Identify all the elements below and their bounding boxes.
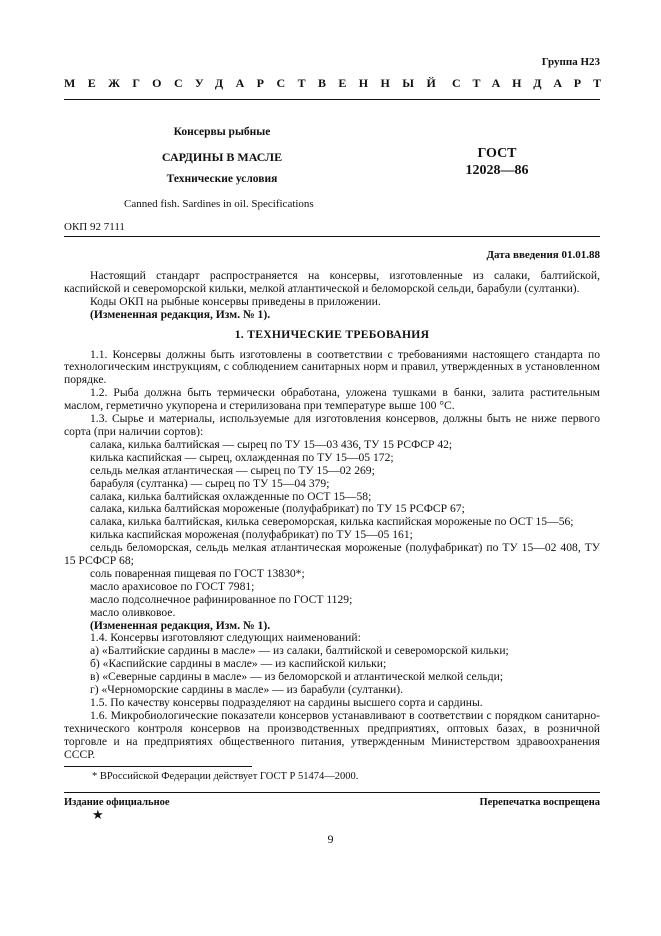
name-item: а) «Балтийские сардины в масле» — из салаки, балтийской и североморской кильки;	[90, 644, 509, 658]
material-item: барабуля (султанка) — сырец по ТУ 15—04 379;	[90, 476, 330, 490]
material-item: масло подсолнечное рафинированное по ГОСТ 1129;	[90, 592, 353, 606]
intro-okp-note: Коды ОКП на рыбные консервы приведены в приложении.	[90, 294, 381, 308]
paragraph-1-6: 1.6. Микробиологические показатели консервов устанавливают в соответствии с порядком санитарно-технического контроля консервов на производственных предприятиях, оптовых базах, в розничной торговле и на предприятиях общественного питания, утвержденным Министерством здравоохранения СССР.	[64, 708, 600, 761]
official-edition: Издание официальное	[64, 797, 170, 808]
material-item: масло оливковое.	[90, 605, 176, 619]
okp-code: ОКП 92 7111	[64, 221, 125, 233]
group-code: Группа Н23	[541, 56, 600, 68]
english-title: Canned fish. Sardines in oil. Specifications	[124, 198, 314, 210]
material-item: соль поваренная пищевая по ГОСТ 13830*;	[90, 566, 305, 580]
intro-amendment: (Измененная редакция, Изм. № 1).	[90, 307, 271, 321]
section-1-amendment: (Измененная редакция, Изм. № 1).	[90, 618, 271, 632]
intro-paragraph: Настоящий стандарт распространяется на консервы, изготовленные из салаки, балтийской, каспийской и североморской кильки, мелкой атлантической и беломорской сельди, барабули (султанки).	[64, 269, 600, 295]
header-rule	[64, 99, 600, 100]
reprint-prohibited: Перепечатка воспрещена	[479, 797, 600, 808]
material-item: сельдь беломорская, сельдь мелкая атлантическая мороженые (полуфабрикат) по ТУ 15—02 408, ТУ 15 РСФСР 68;	[64, 541, 600, 568]
star-icon: ★	[92, 808, 104, 823]
page-number: 9	[327, 832, 334, 846]
title-line-1: Консервы рыбные	[173, 126, 271, 138]
name-item: в) «Северные сардины в масле» — из беломорской и атлантической мелкой сельди;	[90, 670, 504, 684]
paragraph-1-3: 1.3. Сырье и материалы, используемые для изготовления консервов, должны быть не ниже первого сорта (при наличии сортов):	[64, 412, 600, 438]
material-item: салака, килька балтийская, килька североморская, килька каспийская мороженые по ОСТ 15—56;	[90, 515, 574, 529]
material-item: масло арахисовое по ГОСТ 7981;	[90, 579, 255, 593]
title-line-3: Технические условия	[166, 173, 278, 185]
gost-number: 12028—86	[465, 163, 529, 178]
section-1-heading: 1. ТЕХНИЧЕСКИЕ ТРЕБОВАНИЯ	[234, 327, 430, 341]
material-item: килька каспийская мороженая (полуфабрикат) по ТУ 15—05 161;	[90, 528, 413, 542]
paragraph-1-4: 1.4. Консервы изготовляют следующих наименований:	[90, 631, 361, 645]
material-item: салака, килька балтийская — сырец по ТУ 15—03 436, ТУ 15 РСФСР 42;	[90, 437, 453, 451]
introduction-date: Дата введения 01.01.88	[486, 249, 600, 261]
standard-heading-right: СТАНДАРТ	[452, 76, 613, 90]
name-item: г) «Черноморские сардины в масле» — из барабули (султанки).	[90, 683, 404, 697]
paragraph-1-1: 1.1. Консервы должны быть изготовлены в соответствии с требованиями настоящего стандарта по технологическим инструкциям, с соблюдением санитарных норм и правил, утвержденных в установленном порядке.	[64, 347, 600, 387]
gost-label: ГОСТ	[477, 146, 517, 161]
material-item: салака, килька балтийская охлажденные по ОСТ 15—58;	[90, 489, 372, 503]
paragraph-1-5: 1.5. По качеству консервы подразделяют на сардины высшего сорта и сардины.	[90, 696, 483, 709]
title-line-2: САРДИНЫ В МАСЛЕ	[161, 150, 283, 164]
paragraph-1-2: 1.2. Рыба должна быть термически обработана, уложена тушками в банки, залита растительным маслом, герметично укупорена и стерилизована при температуре выше 100 °С.	[64, 386, 600, 413]
okp-rule	[64, 236, 600, 237]
footnote-rule	[64, 766, 252, 767]
document-body	[64, 270, 600, 762]
name-item: б) «Каспийские сардины в масле» — из каспийской кильки;	[90, 657, 387, 671]
material-item: килька каспийская — сырец, охлажденная по ТУ 15—05 172;	[90, 450, 394, 464]
material-item: сельдь мелкая атлантическая — сырец по ТУ 15—02 269;	[90, 463, 375, 477]
standard-heading-left: МЕЖГОСУДАРСТВЕННЫЙ	[64, 76, 449, 90]
material-item: салака, килька балтийская мороженые (полуфабрикат) по ТУ 15 РСФСР 67;	[90, 502, 465, 516]
footer-rule	[64, 792, 600, 793]
footnote: * ВРоссийской Федерации действует ГОСТ Р 51474—2000.	[92, 771, 359, 782]
